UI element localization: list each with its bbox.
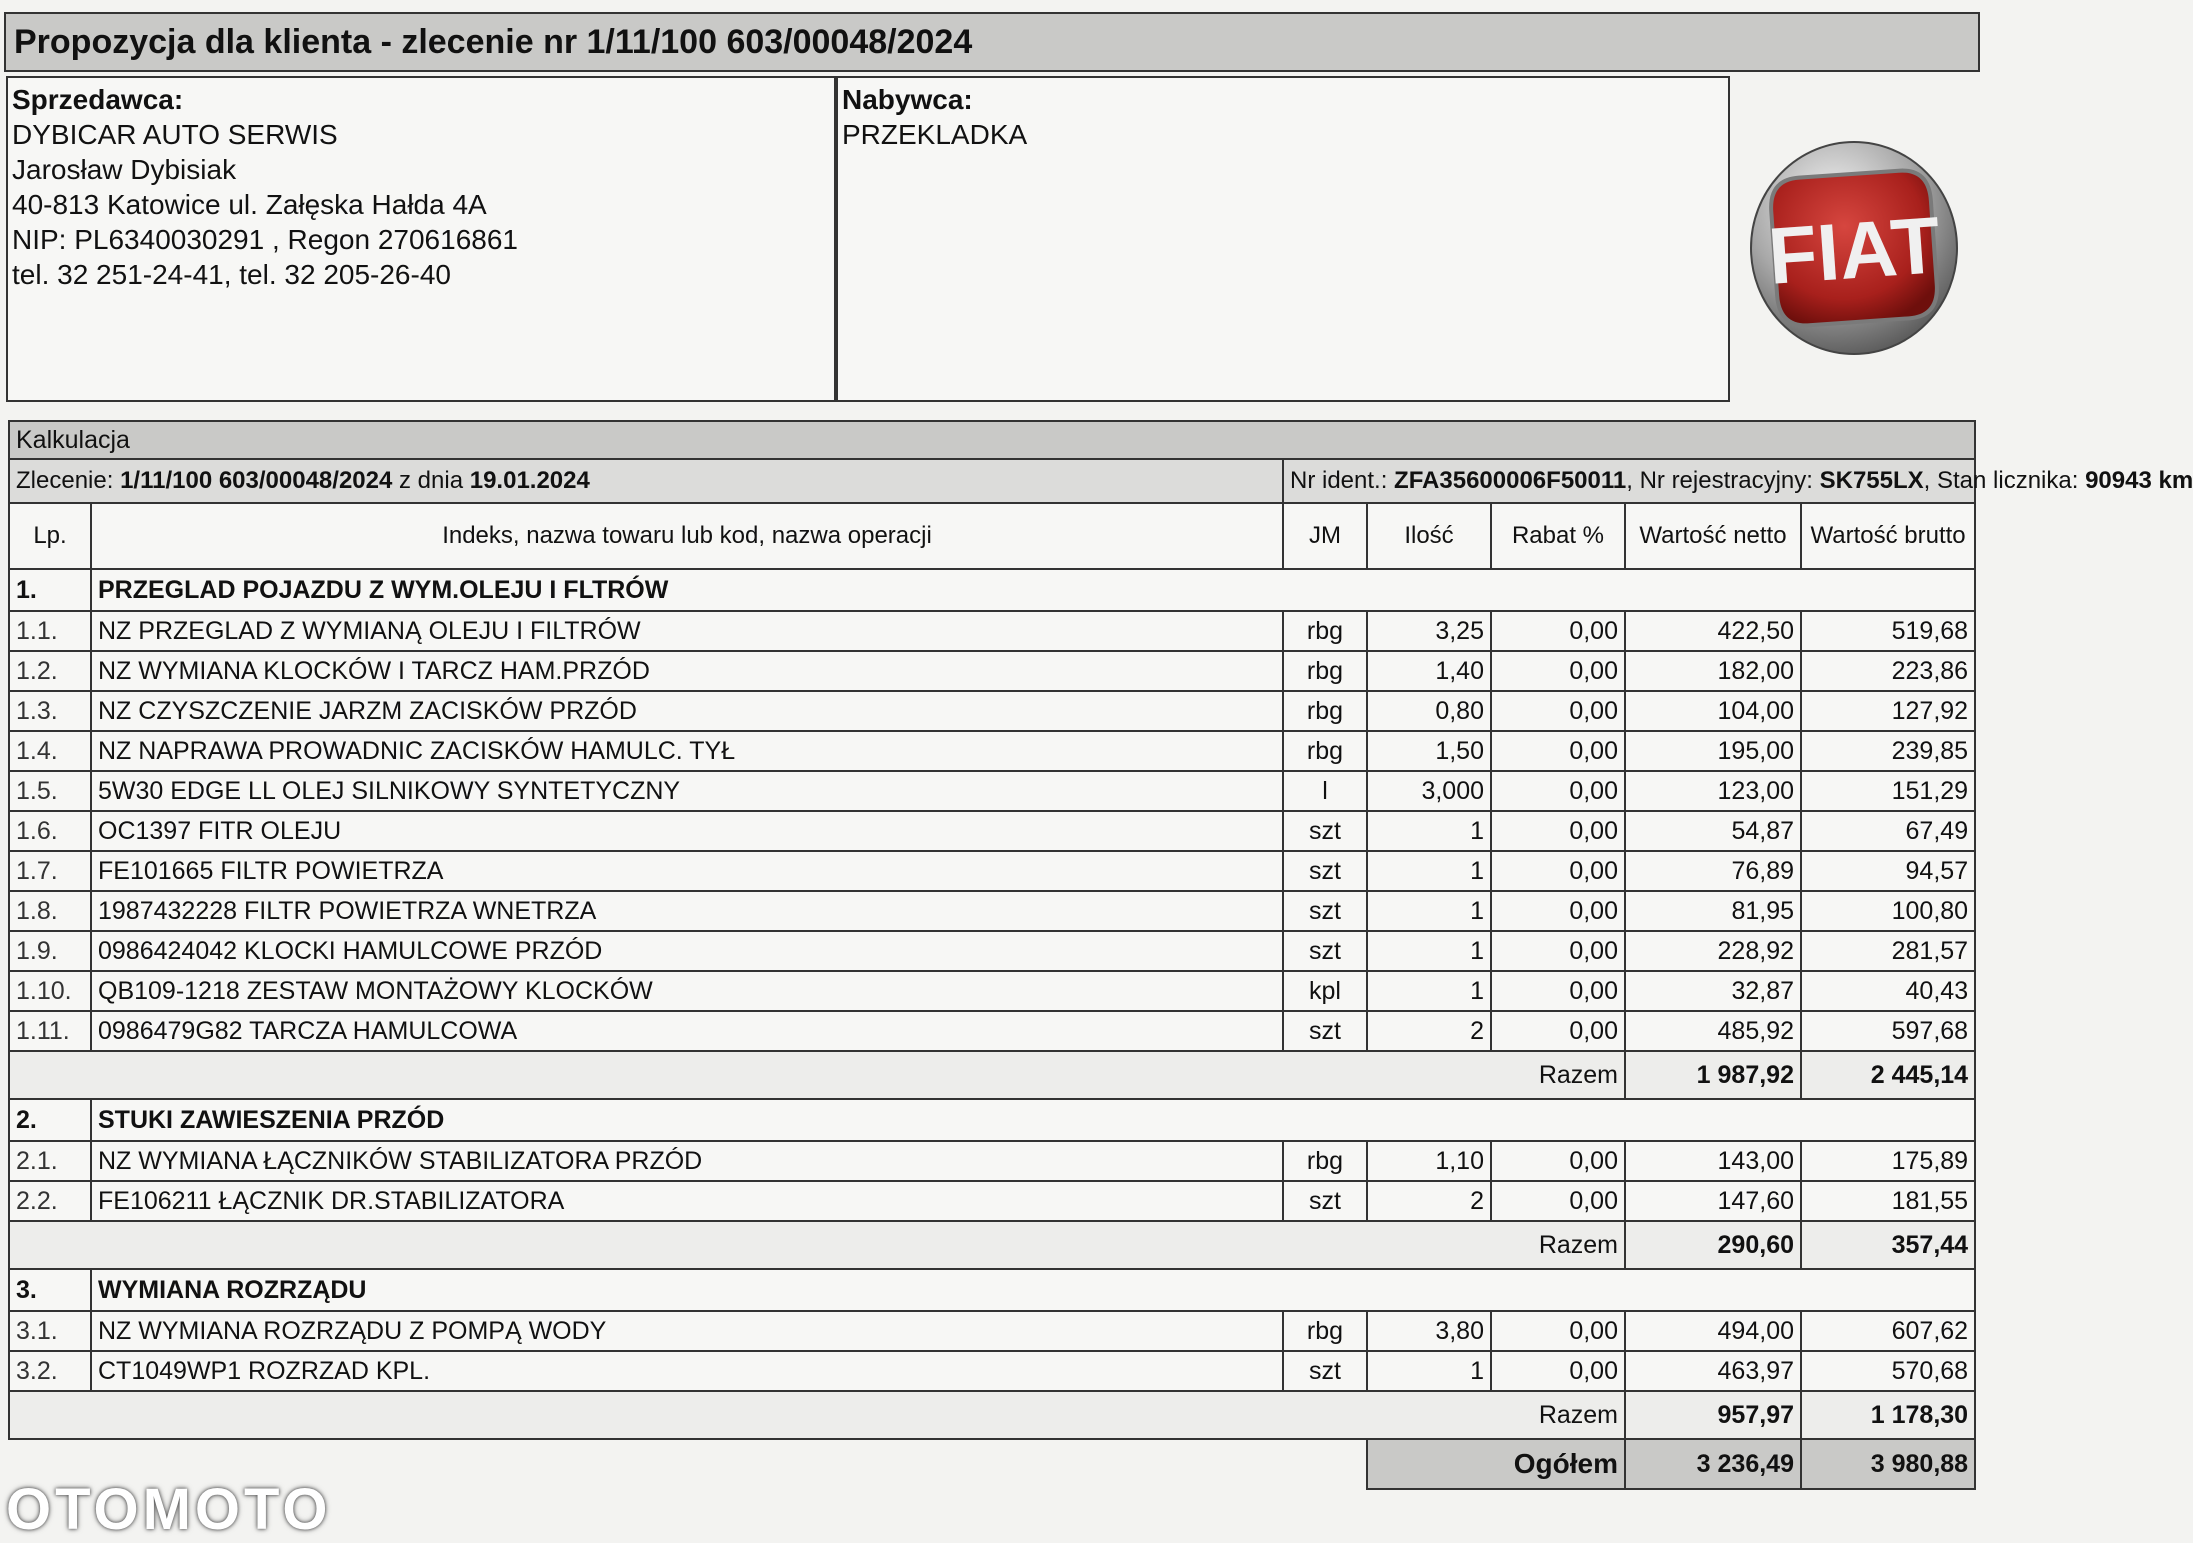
row-discount: 0,00: [1491, 1181, 1625, 1221]
row-discount: 0,00: [1491, 1141, 1625, 1181]
order-label: Zlecenie:: [16, 467, 114, 494]
seller-line: Jarosław Dybisiak: [12, 154, 237, 185]
table-row: [9, 1311, 1975, 1351]
row-unit: szt: [1283, 1351, 1367, 1391]
row-lp: 2.2.: [9, 1181, 91, 1221]
row-net: 104,00: [1625, 691, 1801, 731]
order-info-row: [9, 459, 1975, 503]
vehicle-info: [1283, 459, 2193, 503]
row-lp: 1.9.: [9, 931, 91, 971]
row-gross: 239,85: [1801, 731, 1975, 771]
section-sum-net: 1 987,92: [1625, 1051, 1801, 1099]
table-row: [9, 1181, 1975, 1221]
row-net: 81,95: [1625, 891, 1801, 931]
row-qty: 0,80: [1367, 691, 1491, 731]
row-name: NZ CZYSZCZENIE JARZM ZACISKÓW PRZÓD: [91, 691, 1283, 731]
row-name: FE101665 FILTR POWIETRZA: [91, 851, 1283, 891]
table-row: [9, 731, 1975, 771]
section-sum-net: 290,60: [1625, 1221, 1801, 1269]
table-row: [9, 1351, 1975, 1391]
row-name: OC1397 FITR OLEJU: [91, 811, 1283, 851]
col-name: Indeks, nazwa towaru lub kod, nazwa operacji: [91, 503, 1283, 569]
column-header-row: [9, 503, 1975, 569]
table-row: [9, 971, 1975, 1011]
row-net: 32,87: [1625, 971, 1801, 1011]
section-sum-spacer: [9, 1051, 1491, 1099]
row-unit: l: [1283, 771, 1367, 811]
section-sum-label: Razem: [1491, 1391, 1625, 1439]
row-name: QB109-1218 ZESTAW MONTAŻOWY KLOCKÓW: [91, 971, 1283, 1011]
grand-total-gross: 3 980,88: [1801, 1439, 1975, 1489]
section-sum-row: [9, 1391, 1975, 1439]
row-lp: 1.8.: [9, 891, 91, 931]
row-unit: szt: [1283, 891, 1367, 931]
row-unit: szt: [1283, 811, 1367, 851]
section-sum-row: [9, 1221, 1975, 1269]
odometer: 90943 km: [2085, 467, 2193, 494]
odometer-label: , Stan licznika:: [1923, 467, 2079, 494]
row-unit: rbg: [1283, 691, 1367, 731]
table-row: [9, 851, 1975, 891]
row-discount: 0,00: [1491, 931, 1625, 971]
row-gross: 40,43: [1801, 971, 1975, 1011]
fiat-logo-text: FIAT: [1765, 200, 1943, 301]
seller-line: tel. 32 251-24-41, tel. 32 205-26-40: [12, 259, 451, 290]
row-discount: 0,00: [1491, 1011, 1625, 1051]
table-row: [9, 891, 1975, 931]
section-header-row: [9, 1269, 1975, 1311]
section-sum-net: 957,97: [1625, 1391, 1801, 1439]
row-gross: 151,29: [1801, 771, 1975, 811]
row-qty: 2: [1367, 1011, 1491, 1051]
row-lp: 1.5.: [9, 771, 91, 811]
order-info: [9, 459, 1283, 503]
row-unit: szt: [1283, 851, 1367, 891]
row-unit: szt: [1283, 931, 1367, 971]
row-qty: 3,25: [1367, 611, 1491, 651]
row-discount: 0,00: [1491, 851, 1625, 891]
section-title: PRZEGLAD POJAZDU Z WYM.OLEJU I FLTRÓW: [91, 569, 1975, 611]
order-number: 1/11/100 603/00048/2024: [120, 467, 393, 494]
row-lp: 3.1.: [9, 1311, 91, 1351]
row-qty: 2: [1367, 1181, 1491, 1221]
seller-box: [6, 76, 836, 402]
otomoto-watermark: OTOMOTO: [6, 1477, 332, 1542]
buyer-heading: Nabywca:: [842, 84, 973, 115]
registration: SK755LX: [1819, 467, 1924, 494]
row-discount: 0,00: [1491, 891, 1625, 931]
row-lp: 1.11.: [9, 1011, 91, 1051]
row-discount: 0,00: [1491, 1351, 1625, 1391]
table-row: [9, 611, 1975, 651]
row-discount: 0,00: [1491, 811, 1625, 851]
section-sum-spacer: [9, 1221, 1491, 1269]
row-gross: 597,68: [1801, 1011, 1975, 1051]
row-lp: 1.3.: [9, 691, 91, 731]
row-gross: 181,55: [1801, 1181, 1975, 1221]
row-unit: rbg: [1283, 731, 1367, 771]
row-unit: kpl: [1283, 971, 1367, 1011]
row-unit: rbg: [1283, 651, 1367, 691]
row-qty: 1,10: [1367, 1141, 1491, 1181]
section-lp: 1.: [9, 569, 91, 611]
seller-heading: Sprzedawca:: [12, 84, 184, 115]
order-date: 19.01.2024: [469, 467, 590, 494]
table-row: [9, 771, 1975, 811]
order-date-label: z dnia: [399, 467, 464, 494]
row-qty: 1: [1367, 931, 1491, 971]
row-name: NZ WYMIANA ŁĄCZNIKÓW STABILIZATORA PRZÓD: [91, 1141, 1283, 1181]
row-discount: 0,00: [1491, 691, 1625, 731]
section-sum-row: [9, 1051, 1975, 1099]
row-gross: 100,80: [1801, 891, 1975, 931]
row-qty: 1: [1367, 971, 1491, 1011]
grand-total-label: Ogółem: [1367, 1439, 1625, 1489]
row-name: NZ WYMIANA KLOCKÓW I TARCZ HAM.PRZÓD: [91, 651, 1283, 691]
row-lp: 3.2.: [9, 1351, 91, 1391]
section-title: STUKI ZAWIESZENIA PRZÓD: [91, 1099, 1975, 1141]
row-gross: 94,57: [1801, 851, 1975, 891]
table-row: [9, 1141, 1975, 1181]
row-qty: 3,80: [1367, 1311, 1491, 1351]
row-name: 0986424042 KLOCKI HAMULCOWE PRZÓD: [91, 931, 1283, 971]
section-sum-gross: 357,44: [1801, 1221, 1975, 1269]
fiat-logo: [1748, 140, 1960, 356]
row-name: CT1049WP1 ROZRZAD KPL.: [91, 1351, 1283, 1391]
row-gross: 607,62: [1801, 1311, 1975, 1351]
row-lp: 1.6.: [9, 811, 91, 851]
row-discount: 0,00: [1491, 771, 1625, 811]
section-sum-gross: 2 445,14: [1801, 1051, 1975, 1099]
row-net: 54,87: [1625, 811, 1801, 851]
row-discount: 0,00: [1491, 651, 1625, 691]
section-lp: 3.: [9, 1269, 91, 1311]
calc-band-label: Kalkulacja: [9, 421, 1975, 459]
section-sum-label: Razem: [1491, 1051, 1625, 1099]
section-sum-spacer: [9, 1391, 1491, 1439]
row-name: FE106211 ŁĄCZNIK DR.STABILIZATORA: [91, 1181, 1283, 1221]
row-gross: 570,68: [1801, 1351, 1975, 1391]
col-discount: Rabat %: [1491, 503, 1625, 569]
row-net: 182,00: [1625, 651, 1801, 691]
row-net: 422,50: [1625, 611, 1801, 651]
section-lp: 2.: [9, 1099, 91, 1141]
row-qty: 1,40: [1367, 651, 1491, 691]
col-qty: Ilość: [1367, 503, 1491, 569]
table-row: [9, 811, 1975, 851]
row-unit: rbg: [1283, 1311, 1367, 1351]
grand-total-net: 3 236,49: [1625, 1439, 1801, 1489]
row-name: NZ PRZEGLAD Z WYMIANĄ OLEJU I FILTRÓW: [91, 611, 1283, 651]
vin-label: Nr ident.:: [1290, 467, 1388, 494]
seller-line: DYBICAR AUTO SERWIS: [12, 119, 338, 150]
section-header-row: [9, 1099, 1975, 1141]
col-jm: JM: [1283, 503, 1367, 569]
row-discount: 0,00: [1491, 1311, 1625, 1351]
seller-line: 40-813 Katowice ul. Załęska Hałda 4A: [12, 189, 487, 220]
row-unit: szt: [1283, 1011, 1367, 1051]
row-qty: 1: [1367, 891, 1491, 931]
row-net: 123,00: [1625, 771, 1801, 811]
reg-label: , Nr rejestracyjny:: [1626, 467, 1813, 494]
row-name: 0986479G82 TARCZA HAMULCOWA: [91, 1011, 1283, 1051]
calc-band: [9, 421, 1975, 459]
row-lp: 1.2.: [9, 651, 91, 691]
section-header-row: [9, 569, 1975, 611]
col-net: Wartość netto: [1625, 503, 1801, 569]
section-sum-gross: 1 178,30: [1801, 1391, 1975, 1439]
row-discount: 0,00: [1491, 731, 1625, 771]
row-gross: 223,86: [1801, 651, 1975, 691]
row-net: 147,60: [1625, 1181, 1801, 1221]
section-title: WYMIANA ROZRZĄDU: [91, 1269, 1975, 1311]
row-qty: 1: [1367, 851, 1491, 891]
row-unit: rbg: [1283, 611, 1367, 651]
row-unit: rbg: [1283, 1141, 1367, 1181]
row-lp: 1.4.: [9, 731, 91, 771]
row-unit: szt: [1283, 1181, 1367, 1221]
section-sum-label: Razem: [1491, 1221, 1625, 1269]
vin: ZFA35600006F50011: [1394, 467, 1627, 494]
row-qty: 1: [1367, 1351, 1491, 1391]
buyer-box: [836, 76, 1730, 402]
row-lp: 1.10.: [9, 971, 91, 1011]
row-gross: 281,57: [1801, 931, 1975, 971]
row-net: 195,00: [1625, 731, 1801, 771]
col-gross: Wartość brutto: [1801, 503, 1975, 569]
row-name: NZ WYMIANA ROZRZĄDU Z POMPĄ WODY: [91, 1311, 1283, 1351]
document-title: Propozycja dla klienta - zlecenie nr 1/11/100 603/00048/2024: [4, 12, 1980, 72]
row-discount: 0,00: [1491, 971, 1625, 1011]
row-lp: 1.7.: [9, 851, 91, 891]
row-qty: 1,50: [1367, 731, 1491, 771]
row-net: 463,97: [1625, 1351, 1801, 1391]
table-row: [9, 1011, 1975, 1051]
row-name: 1987432228 FILTR POWIETRZA WNETRZA: [91, 891, 1283, 931]
table-row: [9, 931, 1975, 971]
row-net: 494,00: [1625, 1311, 1801, 1351]
row-net: 76,89: [1625, 851, 1801, 891]
row-gross: 519,68: [1801, 611, 1975, 651]
row-name: 5W30 EDGE LL OLEJ SILNIKOWY SYNTETYCZNY: [91, 771, 1283, 811]
row-name: NZ NAPRAWA PROWADNIC ZACISKÓW HAMULC. TYŁ: [91, 731, 1283, 771]
col-lp: Lp.: [9, 503, 91, 569]
row-qty: 3,000: [1367, 771, 1491, 811]
row-gross: 127,92: [1801, 691, 1975, 731]
calculation-table: [8, 420, 2193, 1490]
table-row: [9, 651, 1975, 691]
row-lp: 2.1.: [9, 1141, 91, 1181]
row-lp: 1.1.: [9, 611, 91, 651]
row-gross: 67,49: [1801, 811, 1975, 851]
seller-line: NIP: PL6340030291 , Regon 270616861: [12, 224, 518, 255]
row-gross: 175,89: [1801, 1141, 1975, 1181]
row-qty: 1: [1367, 811, 1491, 851]
row-net: 143,00: [1625, 1141, 1801, 1181]
row-net: 228,92: [1625, 931, 1801, 971]
table-row: [9, 691, 1975, 731]
row-discount: 0,00: [1491, 611, 1625, 651]
row-net: 485,92: [1625, 1011, 1801, 1051]
buyer-name: PRZEKLADKA: [842, 119, 1028, 150]
